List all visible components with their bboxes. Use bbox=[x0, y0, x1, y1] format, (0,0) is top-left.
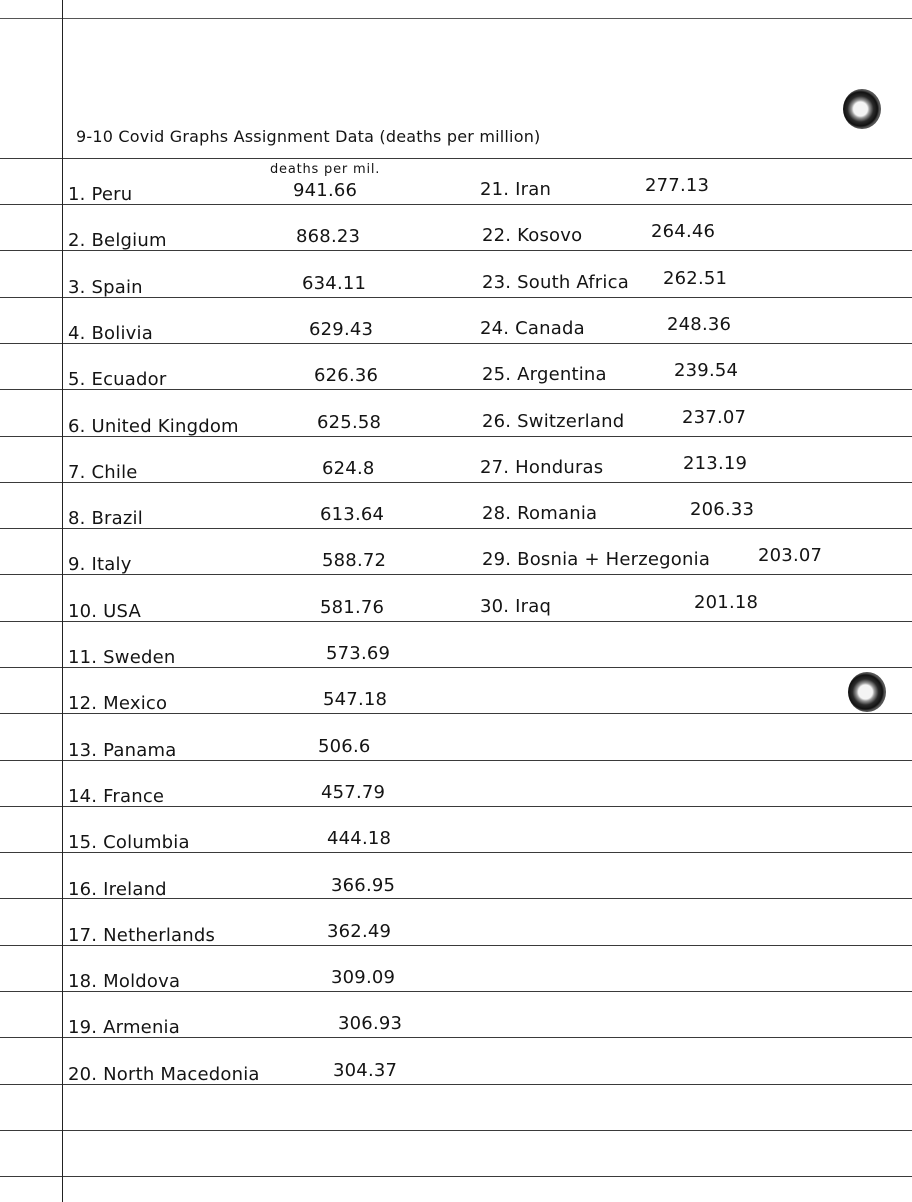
right-country-label: 23. South Africa bbox=[482, 272, 629, 293]
left-death-value: 444.18 bbox=[327, 828, 392, 849]
left-country-label: 15. Columbia bbox=[68, 832, 190, 853]
left-country-label: 5. Ecuador bbox=[68, 369, 167, 390]
right-country-label: 28. Romania bbox=[482, 503, 598, 524]
left-death-value: 624.8 bbox=[322, 458, 375, 479]
right-country-label: 24. Canada bbox=[480, 318, 585, 339]
right-death-value: 239.54 bbox=[674, 360, 739, 381]
right-country-label: 27. Honduras bbox=[480, 457, 604, 478]
left-death-value: 366.95 bbox=[331, 875, 396, 896]
left-country-label: 18. Moldova bbox=[68, 971, 181, 992]
ruled-line bbox=[0, 1130, 912, 1131]
binder-hole-top bbox=[843, 89, 881, 129]
left-country-label: 12. Mexico bbox=[68, 693, 168, 714]
ruled-line bbox=[0, 574, 912, 575]
left-death-value: 626.36 bbox=[314, 365, 379, 386]
left-death-value: 362.49 bbox=[327, 921, 392, 942]
right-country-label: 21. Iran bbox=[480, 179, 552, 200]
left-country-label: 6. United Kingdom bbox=[68, 416, 239, 437]
right-death-value: 213.19 bbox=[683, 453, 748, 474]
left-death-value: 506.6 bbox=[318, 736, 371, 757]
right-death-value: 206.33 bbox=[690, 499, 755, 520]
left-death-value: 306.93 bbox=[338, 1013, 403, 1034]
right-death-value: 237.07 bbox=[682, 407, 747, 428]
left-country-label: 14. France bbox=[68, 786, 165, 807]
right-country-label: 22. Kosovo bbox=[482, 225, 583, 246]
left-country-label: 13. Panama bbox=[68, 740, 177, 761]
right-death-value: 277.13 bbox=[645, 175, 710, 196]
left-death-value: 629.43 bbox=[309, 319, 374, 340]
left-country-label: 17. Netherlands bbox=[68, 925, 216, 946]
left-country-label: 19. Armenia bbox=[68, 1017, 180, 1038]
left-country-label: 20. North Macedonia bbox=[68, 1064, 260, 1085]
left-death-value: 613.64 bbox=[320, 504, 385, 525]
right-death-value: 201.18 bbox=[694, 592, 759, 613]
left-country-label: 11. Sweden bbox=[68, 647, 176, 668]
ruled-line bbox=[0, 1176, 912, 1177]
right-death-value: 248.36 bbox=[667, 314, 732, 335]
right-country-label: 29. Bosnia + Herzegonia bbox=[482, 549, 711, 570]
left-death-value: 581.76 bbox=[320, 597, 385, 618]
left-country-label: 2. Belgium bbox=[68, 230, 167, 251]
right-country-label: 26. Switzerland bbox=[482, 411, 625, 432]
binder-hole-middle bbox=[848, 672, 886, 712]
left-country-label: 8. Brazil bbox=[68, 508, 143, 529]
left-death-value: 573.69 bbox=[326, 643, 391, 664]
page-title: 9-10 Covid Graphs Assignment Data (deaths per million) bbox=[76, 127, 541, 146]
left-death-value: 588.72 bbox=[322, 550, 387, 571]
left-country-label: 7. Chile bbox=[68, 462, 138, 483]
right-country-label: 30. Iraq bbox=[480, 596, 552, 617]
ruled-line bbox=[0, 204, 912, 205]
column-header: deaths per mil. bbox=[270, 162, 381, 177]
left-death-value: 309.09 bbox=[331, 967, 396, 988]
left-death-value: 547.18 bbox=[323, 689, 388, 710]
left-country-label: 9. Italy bbox=[68, 554, 132, 575]
left-death-value: 634.11 bbox=[302, 273, 367, 294]
left-country-label: 4. Bolivia bbox=[68, 323, 153, 344]
left-death-value: 941.66 bbox=[293, 180, 358, 201]
right-death-value: 262.51 bbox=[663, 268, 728, 289]
left-country-label: 10. USA bbox=[68, 601, 141, 622]
left-country-label: 16. Ireland bbox=[68, 879, 167, 900]
ruled-line bbox=[0, 18, 912, 19]
left-country-label: 3. Spain bbox=[68, 277, 143, 298]
margin-line bbox=[62, 0, 63, 1202]
right-death-value: 264.46 bbox=[651, 221, 716, 242]
left-death-value: 304.37 bbox=[333, 1060, 398, 1081]
right-country-label: 25. Argentina bbox=[482, 364, 607, 385]
ruled-line bbox=[0, 158, 912, 159]
left-country-label: 1. Peru bbox=[68, 184, 133, 205]
left-death-value: 625.58 bbox=[317, 412, 382, 433]
left-death-value: 868.23 bbox=[296, 226, 361, 247]
left-death-value: 457.79 bbox=[321, 782, 386, 803]
right-death-value: 203.07 bbox=[758, 545, 823, 566]
